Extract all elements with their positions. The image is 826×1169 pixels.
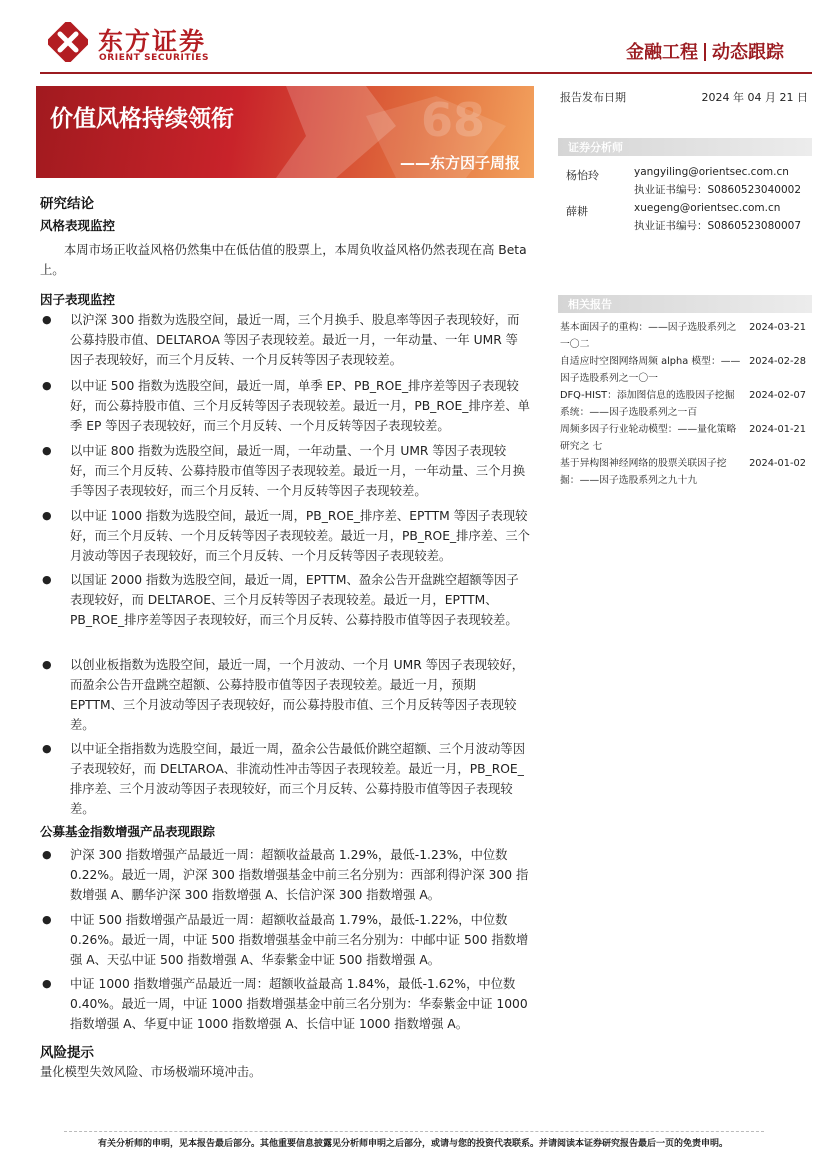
bullet-dot-icon: ● [42, 913, 52, 926]
footer-divider [64, 1131, 764, 1132]
category-main: 金融工程 [626, 42, 698, 63]
analyst-name: 薛耕 [566, 205, 588, 218]
report-category [626, 38, 784, 64]
factor-bullet-text: 以创业板指数为选股空间，最近一周，一个月波动、一个月 UMR 等因子表现较好，而盈余公告开盘跳空超额、公募持股市值等因子表现较差。最近一月，预期 EPTTM、三个月波动等因子表现较好，而公募持股市值、三个月反转等因子表现较差。 [70, 658, 525, 732]
report-title-line: 自适应时空图网络周频 alpha 模型：—— [560, 356, 741, 367]
publish-date-label: 报告发布日期 [560, 91, 626, 104]
bullet-dot-icon: ● [42, 444, 52, 457]
report-title-line: 研究之 七 [560, 441, 603, 452]
analyst-name: 杨怡玲 [566, 169, 599, 182]
related-report-link[interactable] [560, 353, 810, 387]
category-sub: 动态跟踪 [712, 42, 784, 63]
bullet-dot-icon: ● [42, 658, 52, 671]
fund-bullet-text: 中证 1000 指数增强产品最近一周：超额收益最高 1.84%，最低-1.62%，中位数 0.40%。最近一周，中证 1000 指数增强基金中前三名分别为：华泰紫金中证 1000 指数增强 A、华夏中证 1000 指数增强 A、长信中证 1000 指数增强 A。 [70, 977, 528, 1031]
related-report-link[interactable] [560, 421, 810, 455]
publish-date-value: 2024 年 04 月 21 日 [701, 91, 808, 104]
report-subtitle: ——东方因子周报 [399, 154, 520, 172]
factor-bullet-text: 以中证 1000 指数为选股空间，最近一周，PB_ROE_排序差、EPTTM 等因子表现较好，而三个月反转、一个月反转等因子表现较差。最近一月，PB_ROE_排序差、三个月波动等因子表现较好，而三个月反转、一个月反转等因子表现较差。 [70, 509, 530, 563]
factor-monitor-heading: 因子表现监控 [40, 292, 116, 307]
title-banner [36, 86, 534, 178]
related-reports-header [558, 295, 812, 313]
related-heading: 相关报告 [568, 298, 612, 311]
factor-bullet-text: 以国证 2000 指数为选股空间，最近一周，EPTTM、盈余公告开盘跳空超额等因子表现较好，而 DELTAROE、三个月反转等因子表现较差。最近一月，EPTTM、PB_ROE_排序差等因子表现较好，而三个月反转、公募持股市值等因子表现较差。 [70, 573, 519, 627]
bullet-dot-icon: ● [42, 573, 52, 586]
fund-tracking-heading: 公募基金指数增强产品表现跟踪 [40, 824, 216, 839]
logo-chinese-name: 东方证券 [98, 27, 207, 56]
risk-heading: 风险提示 [40, 1045, 94, 1061]
related-report-link[interactable] [560, 455, 810, 489]
bullet-dot-icon: ● [42, 977, 52, 990]
report-title-line: 基于异构图神经网络的股票关联因子挖 [560, 458, 727, 469]
analyst-cert: 执业证书编号：S0860523080007 [634, 220, 802, 232]
related-report-link[interactable] [560, 319, 810, 353]
report-date: 2024-03-21 [749, 322, 806, 333]
report-date: 2024-02-07 [749, 390, 806, 401]
report-date: 2024-02-28 [749, 356, 806, 367]
bullet-dot-icon: ● [42, 742, 52, 755]
fund-bullet-text: 沪深 300 指数增强产品最近一周：超额收益最高 1.29%，最低-1.23%，中位数 0.22%。最近一周，沪深 300 指数增强基金中前三名分别为：西部利得沪深 300 指数增强 A、鹏华沪深 300 指数增强 A、长信沪深 300 指数增强 A。 [70, 848, 529, 902]
report-title: 价值风格持续领衔 [50, 106, 234, 132]
factor-bullet-list [40, 310, 530, 816]
report-title-line: 系统：——因子选股系列之一百 [560, 407, 698, 418]
report-title-line: 掘：——因子选股系列之九十九 [560, 475, 698, 486]
analyst-email[interactable]: xuegeng@orientsec.com.cn [634, 202, 781, 214]
factor-bullet-text: 以中证 800 指数为选股空间，最近一周，一年动量、一个月 UMR 等因子表现较好，而三个月反转、公募持股市值等因子表现较差。最近一月，一年动量、三个月换手等因子表现较好，而三个月反转、一个月反转等因子表现较差。 [70, 444, 525, 498]
company-logo [48, 22, 218, 66]
header-divider [40, 72, 812, 74]
factor-bullet-text: 以中证全指指数为选股空间，最近一周，盈余公告最低价跳空超额、三个月波动等因子表现较好，而 DELTAROA、非流动性冲击等因子表现较差。最近一月，PB_ROE_排序差、三个月波动等因子表现较好，而三个月反转、公募持股市值等因子表现较差。 [70, 742, 525, 816]
report-date: 2024-01-21 [749, 424, 806, 435]
bullet-dot-icon: ● [42, 848, 52, 861]
report-title-line: 因子选股系列之一〇一 [560, 373, 658, 384]
disclaimer-footer: 有关分析师的申明，见本报告最后部分。其他重要信息披露见分析师申明之后部分，或请与您的投资代表联系。并请阅读本证券研究报告最后一页的免责申明。 [97, 1139, 728, 1149]
report-date: 2024-01-02 [749, 458, 806, 469]
fund-bullet-list [40, 845, 530, 1035]
factor-bullet-text: 以中证 500 指数为选股空间，最近一周，单季 EP、PB_ROE_排序差等因子表现较好，而公募持股市值、三个月反转等因子表现较差。最近一月，PB_ROE_排序差、单季 EP 等因子表现较好，而三个月反转、一个月反转等因子表现较差。 [70, 379, 530, 433]
logo-english-name: ORIENT SECURITIES [99, 53, 210, 63]
analyst-section-header [558, 138, 812, 156]
orient-securities-logo-icon [48, 22, 88, 62]
report-title-line: 周频多因子行业轮动模型：——量化策略 [560, 424, 737, 435]
report-title-line: DFQ-HIST：添加图信息的选股因子挖掘 [560, 390, 735, 401]
report-title-line: 一〇二 [560, 339, 590, 350]
style-monitor-text: 本周市场正收益风格仍然集中在低估值的股票上，本周负收益风格仍然表现在高 Beta 上。 [40, 243, 527, 277]
analyst-cert: 执业证书编号：S0860523040002 [634, 184, 802, 196]
bullet-dot-icon: ● [42, 379, 52, 392]
related-report-link[interactable] [560, 387, 810, 421]
analyst-heading: 证券分析师 [568, 141, 623, 154]
conclusion-heading: 研究结论 [40, 196, 94, 212]
report-title-line: 基本面因子的重构：——因子选股系列之 [560, 322, 737, 333]
bullet-dot-icon: ● [42, 509, 52, 522]
svg-text:68: 68 [421, 93, 486, 147]
risk-text: 量化模型失效风险、市场极端环境冲击。 [40, 1065, 262, 1079]
category-divider [704, 43, 706, 61]
bullet-dot-icon: ● [42, 313, 52, 326]
factor-bullet-text: 以沪深 300 指数为选股空间，最近一周，三个月换手、股息率等因子表现较好，而公募持股市值、DELTAROA 等因子表现较差。最近一月，一年动量、一年 UMR 等因子表现较好，而三个月反转、一个月反转等因子表现较差。 [70, 313, 520, 367]
fund-bullet-text: 中证 500 指数增强产品最近一周：超额收益最高 1.79%，最低-1.22%，中位数 0.26%。最近一周，中证 500 指数增强基金中前三名分别为：中邮中证 500 指数增强 A、天弘中证 500 指数增强 A、华泰紫金中证 500 指数增强 A。 [70, 913, 529, 967]
analyst-email[interactable]: yangyiling@orientsec.com.cn [634, 166, 789, 178]
style-monitor-heading: 风格表现监控 [40, 218, 116, 233]
